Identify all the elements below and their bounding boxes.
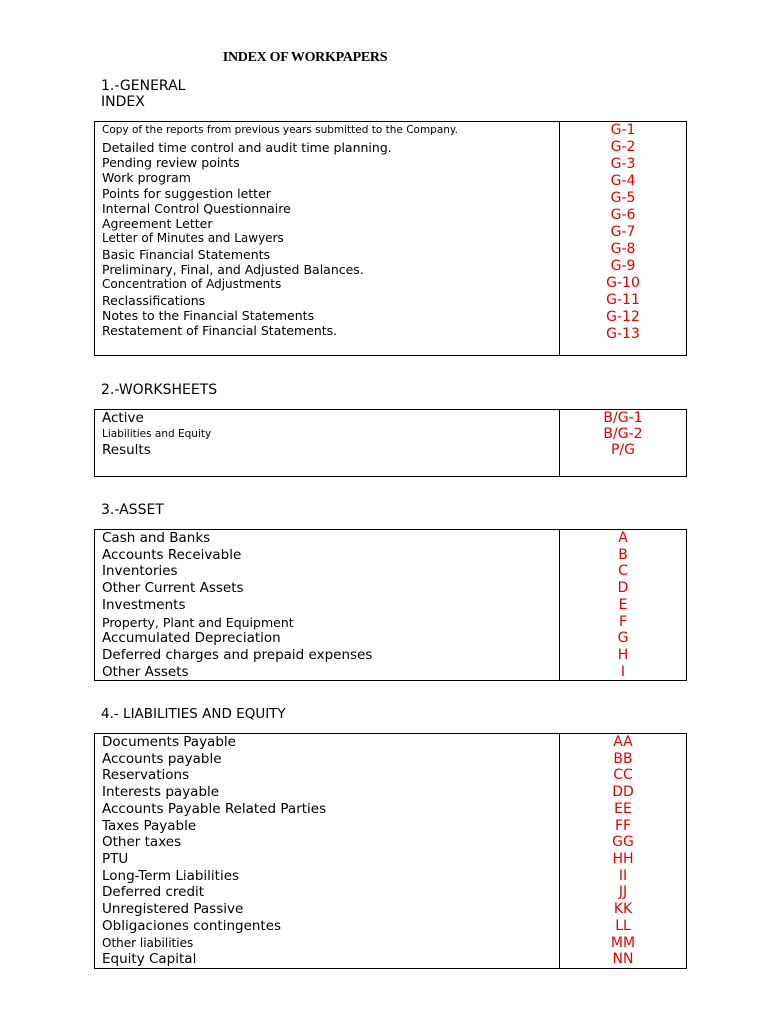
table-row xyxy=(95,597,686,614)
section-1-table xyxy=(94,121,687,356)
row-label: Accumulated Depreciation xyxy=(102,630,281,647)
row-label: Documents Payable xyxy=(102,734,236,750)
row-code: E xyxy=(618,596,628,613)
section-3-heading: 3.-ASSET xyxy=(101,502,164,518)
row-code: C xyxy=(618,563,628,580)
table-row xyxy=(95,664,686,681)
table-row xyxy=(95,169,686,189)
table-row xyxy=(95,868,686,885)
table-row xyxy=(95,580,686,597)
row-label: Concentration of Adjustments xyxy=(102,277,282,291)
row-label: Accounts Payable Related Parties xyxy=(102,800,327,817)
row-code: B xyxy=(618,546,628,563)
table-row xyxy=(95,547,686,564)
section-1-heading-line-2: INDEX xyxy=(101,94,145,110)
row-code: G xyxy=(617,630,629,647)
row-code: KK xyxy=(613,901,633,918)
row-label: Accounts Receivable xyxy=(102,546,242,563)
row-code: G-7 xyxy=(610,224,636,240)
row-code: EE xyxy=(614,800,632,817)
row-label: Liabilities and Equity xyxy=(102,428,212,440)
table-row xyxy=(95,563,686,580)
table-row xyxy=(95,322,686,339)
row-label: Preliminary, Final, and Adjusted Balances. xyxy=(102,262,364,277)
row-code: G-4 xyxy=(610,173,636,189)
row-code: I xyxy=(620,663,626,680)
section-4-heading: 4.- LIABILITIES AND EQUITY xyxy=(101,706,286,722)
row-code: DD xyxy=(612,784,634,801)
row-code: H xyxy=(617,647,629,663)
row-label: Restatement of Financial Statements. xyxy=(102,323,338,338)
row-code: G-11 xyxy=(606,292,640,308)
table-row xyxy=(95,530,686,547)
table-row xyxy=(95,630,686,647)
table-row xyxy=(95,935,686,952)
row-label: Inventories xyxy=(102,563,178,580)
row-code: G-12 xyxy=(606,309,640,325)
row-code: G-8 xyxy=(610,241,636,257)
row-code: II xyxy=(618,867,628,884)
section-3-table xyxy=(94,529,687,681)
row-label: Detailed time control and audit time planning. xyxy=(102,140,392,155)
row-label: Deferred charges and prepaid expenses xyxy=(102,647,373,663)
row-code: F xyxy=(618,613,628,630)
table-row xyxy=(95,884,686,901)
table-row xyxy=(95,751,686,768)
row-code: G-5 xyxy=(610,190,636,206)
row-label: Work program xyxy=(102,170,191,185)
row-label: Investments xyxy=(102,596,186,613)
section-4-table xyxy=(94,733,687,969)
row-label: Active xyxy=(102,410,144,426)
row-label: Results xyxy=(102,442,151,458)
table-row xyxy=(95,122,686,139)
table-row xyxy=(95,901,686,918)
table-row xyxy=(95,442,686,459)
row-label: Points for suggestion letter xyxy=(102,186,271,201)
row-label: Obligaciones contingentes xyxy=(102,917,282,934)
row-label: Other Assets xyxy=(102,663,189,680)
row-label: Unregistered Passive xyxy=(102,901,244,918)
row-code: G-6 xyxy=(610,207,636,223)
section-1-heading xyxy=(101,78,185,110)
row-code: LL xyxy=(615,917,631,934)
row-code: A xyxy=(618,530,628,546)
row-label: Copy of the reports from previous years submitted to the Company. xyxy=(102,124,458,136)
row-label: Long-Term Liabilities xyxy=(102,867,240,884)
row-code: BB xyxy=(613,750,633,767)
row-code: HH xyxy=(612,851,634,867)
row-code: MM xyxy=(610,934,636,951)
row-code: D xyxy=(617,580,629,597)
row-label: Notes to the Financial Statements xyxy=(102,308,315,323)
row-label: Internal Control Questionnaire xyxy=(102,201,291,216)
table-row xyxy=(95,801,686,818)
row-code: FF xyxy=(614,817,632,834)
row-code: P/G xyxy=(610,442,635,458)
row-label: Accounts payable xyxy=(102,750,222,767)
section-2-table xyxy=(94,409,687,477)
table-row xyxy=(95,410,686,427)
row-code: G-13 xyxy=(606,326,640,342)
row-label: Letter of Minutes and Lawyers xyxy=(102,231,284,245)
section-2-heading: 2.-WORKSHEETS xyxy=(101,382,218,398)
row-label: Property, Plant and Equipment xyxy=(102,614,294,630)
row-code: G-9 xyxy=(610,258,636,274)
row-label: Interests payable xyxy=(102,784,220,801)
row-label: Agreement Letter xyxy=(102,216,213,231)
table-row xyxy=(95,818,686,835)
row-label: Reservations xyxy=(102,767,190,784)
row-label: Reclassifications xyxy=(102,293,206,308)
row-code: GG xyxy=(612,834,634,851)
row-label: Pending review points xyxy=(102,155,240,170)
row-code: B/G-2 xyxy=(603,426,643,442)
table-row xyxy=(95,784,686,801)
table-row xyxy=(95,851,686,868)
table-row xyxy=(95,647,686,664)
document-title: INDEX OF WORKPAPERS xyxy=(222,50,388,65)
row-label: Equity Capital xyxy=(102,951,197,968)
row-label: Taxes Payable xyxy=(102,817,197,834)
row-code: G-1 xyxy=(610,122,636,138)
row-code: G-3 xyxy=(610,156,636,172)
table-row xyxy=(95,734,686,751)
table-row xyxy=(95,834,686,851)
row-code: G-10 xyxy=(606,275,640,291)
row-code: AA xyxy=(613,734,633,750)
row-code: G-2 xyxy=(610,139,636,155)
row-label: Cash and Banks xyxy=(102,530,211,546)
table-row xyxy=(95,918,686,935)
table-row xyxy=(95,951,686,968)
table-row xyxy=(95,614,686,631)
row-label: Other Current Assets xyxy=(102,580,244,597)
row-label: Other taxes xyxy=(102,834,182,851)
row-label: Other liabilities xyxy=(102,935,194,950)
row-code: CC xyxy=(613,767,633,784)
row-label: PTU xyxy=(102,851,129,867)
section-1-heading-line-1: 1.-GENERAL xyxy=(101,78,186,94)
table-row xyxy=(95,426,686,443)
row-label: Deferred credit xyxy=(102,884,205,901)
row-code: B/G-1 xyxy=(603,410,643,426)
row-code: NN xyxy=(612,951,634,968)
row-code: JJ xyxy=(618,884,628,901)
row-label: Basic Financial Statements xyxy=(102,247,271,262)
table-row xyxy=(95,767,686,784)
